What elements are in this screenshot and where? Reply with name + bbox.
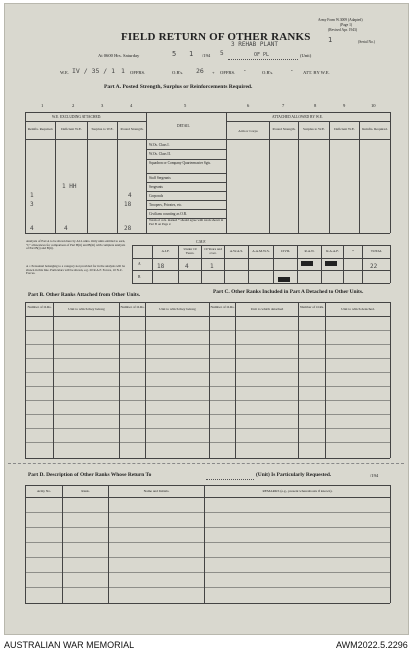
- part-d-date: /194: [370, 473, 379, 478]
- part-d-col: REMARKS (e.g., present whereabouts if known).: [262, 489, 333, 493]
- detail-header: DETAIL: [177, 124, 190, 128]
- plus-sign: +: [212, 70, 215, 75]
- or2-value: -: [290, 67, 294, 74]
- analysis-col: CIVIL: [280, 249, 291, 253]
- footer-right: AWM2022.5.2296: [336, 640, 408, 650]
- unit-label: (Unit): [300, 53, 312, 58]
- date-month: 1: [189, 50, 194, 58]
- detail-row: Corporals: [149, 194, 164, 198]
- offrs2-label: OFFRS.: [220, 70, 236, 75]
- part-c-col: Unit to which detached: [250, 307, 284, 311]
- page-title: FIELD RETURN OF OTHER RANKS: [121, 31, 311, 43]
- col-number: 3: [101, 103, 104, 108]
- analysis-col: A.A.M.W.S.: [252, 249, 270, 253]
- serial-label: (Serial No.): [358, 40, 375, 44]
- part-b-col: Unit to which they belong: [68, 307, 105, 311]
- form-ref-line3: (Revised Apr. 1943): [328, 28, 358, 32]
- analysis-value: 22: [370, 263, 378, 270]
- col-number: 9: [343, 103, 346, 108]
- detail-row: Troopers, Privates, etc.: [149, 203, 183, 207]
- col-header: Arm or Corps: [238, 129, 258, 133]
- col-header: Deficient W.E.: [334, 127, 355, 131]
- col-number: 6: [247, 103, 250, 108]
- analysis-value: 18: [157, 263, 165, 270]
- part-d-col: Rank.: [81, 489, 90, 493]
- col-header: Surplus to W.E.: [91, 127, 114, 131]
- form-ref-line1: Army Form W.3009 (Adapted): [318, 18, 363, 22]
- analysis-col: A.I.F.: [161, 249, 170, 253]
- detail-row: W.Os. Class I.: [149, 143, 170, 147]
- detail-row: Totals of cols. marked * should agree with totals shown in Part B on Page 2.: [149, 218, 224, 226]
- offrs-value: 1: [121, 67, 125, 75]
- analysis-note-2: A = Personnel belonging to a category not provided for in the analysis will be shown in this line. Particulars will be shown, e.g. 20 R.A.F. Forces, 10 N.Z. Forces.: [26, 264, 125, 276]
- header-prefix: At 0600 Hrs. Saturday: [98, 53, 140, 58]
- col-header: Reinfts. Required.: [27, 127, 54, 131]
- hand-entry: 28: [124, 225, 132, 232]
- analysis-col: 19 Years and over.: [204, 247, 222, 255]
- analysis-col: R.A.A.F.: [326, 249, 339, 253]
- part-c-col: Number of O.Rs.: [210, 305, 235, 309]
- part-d-col: Name and Initials.: [143, 489, 170, 493]
- hand-entry: 1: [30, 192, 34, 199]
- col-header: Reinfts. Required.: [362, 127, 388, 131]
- hand-entry: 4: [128, 192, 132, 199]
- part-b-col: Number of O.Rs.: [27, 305, 52, 309]
- part-c-title: Part C. Other Ranks Included in Part A Detached to Other Units.: [213, 289, 364, 295]
- part-d-col: Army No.: [36, 489, 52, 493]
- date-day: 5: [172, 50, 177, 58]
- cmf-label: C.M.F.: [196, 240, 206, 244]
- col-number: 10: [371, 103, 376, 108]
- detail-row: Civilians counting as O.R.: [149, 212, 188, 216]
- or-label: O.R's.: [172, 70, 184, 75]
- hand-entry: 1 HH: [62, 183, 77, 190]
- part-a-title: Part A. Posted Strength, Surplus or Reinforcements Required.: [104, 84, 253, 90]
- analysis-col: TOTAL: [370, 249, 383, 253]
- offrs-label: OFFRS.: [130, 70, 146, 75]
- form-page: [4, 3, 409, 635]
- analysis-col: *: [352, 249, 354, 253]
- year-digit: 5: [220, 50, 224, 57]
- analysis-col: A.W.A.S.: [229, 249, 244, 253]
- attached-header: ATTACHED ALLOWED BY W.E.: [272, 115, 323, 119]
- col-number: 2: [72, 103, 75, 108]
- or-value: 26: [196, 67, 204, 75]
- detail-row: W.Os. Class II.: [149, 152, 171, 156]
- part-d-title: Part D. Description of Other Ranks Whose Return To: [28, 472, 152, 478]
- col-number: 4: [130, 103, 133, 108]
- analysis-row-label: A: [138, 262, 141, 266]
- part-b-col: Number of O.Rs.: [120, 305, 145, 309]
- hand-entry: 4: [30, 225, 34, 232]
- col-header: Posted Strength.: [120, 127, 144, 131]
- analysis-value: 1: [210, 263, 214, 270]
- col-number: 1: [41, 103, 44, 108]
- analysis-col: Under 19 Years.: [183, 247, 197, 255]
- footer-left: AUSTRALIAN WAR MEMORIAL: [4, 640, 135, 650]
- part-b-col: Unit to which they belong: [159, 307, 196, 311]
- part-d-unit: (Unit) Is Particularly Requested.: [256, 472, 332, 478]
- part-c-col: Number of O.Rs.: [299, 305, 325, 309]
- detail-row: Squadron or Company Quartermaster Sgts.: [149, 161, 211, 165]
- detail-row: Staff Sergeants: [149, 176, 171, 180]
- form-ref-line2: (Page 1): [340, 23, 353, 27]
- offrs2-value: -: [243, 67, 247, 74]
- hand-entry: 3: [30, 201, 34, 208]
- analysis-note: Analysis of Part A to be shown here by ALL units. Only units entitled to earn, "C" allowances for comparison of Part B(ii) and B(iii) with complete analysis of Part B(i) and B(ii).: [26, 239, 126, 251]
- col-number: 8: [314, 103, 317, 108]
- we-excl-header: W.E. EXCLUDING ATTACHED.: [52, 115, 102, 119]
- col-number: 5: [184, 103, 187, 108]
- col-header: Surplus to W.E.: [303, 127, 325, 131]
- redaction-mark: [301, 261, 313, 266]
- col-number: 7: [282, 103, 285, 108]
- part-c-col: Unit to which detached.: [341, 307, 375, 311]
- col-header: Deficient W.E.: [61, 127, 82, 131]
- year-prefix: /194: [202, 53, 211, 58]
- att-label: ATT. BY W.E.: [303, 70, 330, 75]
- analysis-value: 4: [185, 263, 189, 270]
- analysis-row-label: B: [138, 275, 141, 279]
- redaction-mark: [278, 277, 290, 282]
- unit-handwritten-2: OF PL: [254, 52, 270, 58]
- hand-entry: 18: [124, 201, 132, 208]
- we-label: W.E.: [60, 70, 70, 75]
- hand-entry: 4: [64, 225, 68, 232]
- analysis-col: R.A.N.: [304, 249, 315, 253]
- col-header: Posted Strength.: [272, 127, 296, 131]
- serial-value: 1: [328, 36, 333, 44]
- we-value: IV / 35 / 1: [72, 67, 116, 75]
- detail-row: Sergeants: [149, 185, 163, 189]
- or2-label: O.R's.: [262, 70, 274, 75]
- redaction-mark: [325, 261, 337, 266]
- unit-handwritten: 3 REHAB PLANT: [231, 41, 278, 48]
- part-b-title: Part B. Other Ranks Attached from Other Units.: [28, 292, 141, 298]
